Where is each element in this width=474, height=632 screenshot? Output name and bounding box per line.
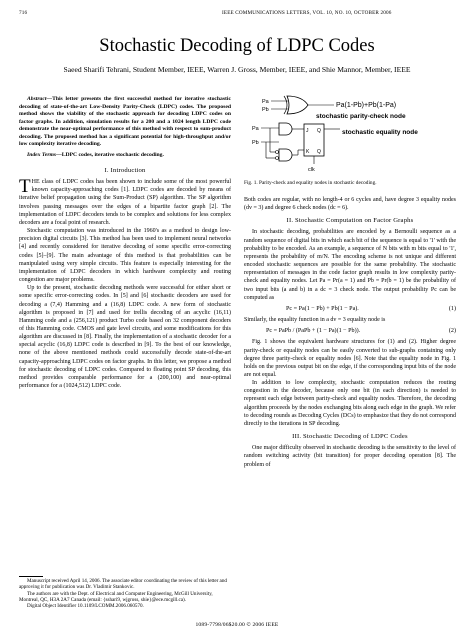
footnote-manuscript: Manuscript received April 14, 2006. The associate editor coordinating the review of this letter and approving it for publication was Dr. Vladimir Stankovic. (19, 578, 227, 591)
jk-q-label: Q (317, 128, 321, 134)
eq-node-label: stochastic equality node (342, 129, 418, 136)
xor-gate-back-curve (284, 96, 287, 114)
parity-check-node (262, 96, 406, 120)
jk-j-label: J (306, 128, 309, 134)
section-heading-introduction: I. Introduction (104, 167, 146, 174)
section-heading-stochastic-decoding: III. Stochastic Decoding of LDPC Codes (292, 433, 408, 441)
and-gate-icon (279, 123, 292, 135)
intro-paragraph-2: Stochastic computation was introduced in the 1960's as a method to design low-precision digital circuits [3]. This method has been used to implement neural networks [4] and recently considered for iterative decoding of some specific error-correcting codes [5]–[9]. The main advantage of this method is that probabilities can be manipulated using very simple circuits. This feature is especially interesting for the implementation of LDPC decoders in which hardware complexity and routing congestion are major problems. (19, 228, 231, 284)
index-terms (19, 152, 231, 160)
author-list: Saeed Sharifi Tehrani, Student Member, IEEE, Warren J. Gross, Member, IEEE, and Shie Mannor, Member, IEEE (63, 65, 411, 74)
equation-1 (244, 305, 456, 313)
index-terms-label: Index Terms— (27, 151, 62, 158)
right-paragraph-2: Similarly, the equality function in a dv = 3 equality node is (244, 317, 386, 324)
paper-title: Stochastic Decoding of LDPC Codes (99, 36, 375, 56)
figure-1-circuit (244, 94, 456, 176)
jk-qbar-label: Q (317, 149, 321, 155)
abstract-text: This letter presents the first successful method for iterative stochastic decoding of state-of-the-art Low-Density Parity-Check (LDPC) codes. The proposed method shows the viability of the stochastic approach for decoding LDPC codes on factor graphs. In addition, simulation results for a 200 and a 1024 length LDPC code demonstrate the near-optimal performance of this method with respect to sum-product decoding. The proposed method has a significant potential for high-throughput and/or low complexity iterative decoding. (19, 96, 231, 147)
footnote-authors: The authors are with the Dept. of Electrical and Computer Engineering, McGill University, Montreal, QC, H3A 2A7 Canada (email: {sshari9, wjgross, shie}@ece.mcgill.ca). (19, 590, 213, 603)
pc-input-a-label: Pa (262, 99, 269, 105)
intro-paragraph-1: THE class of LDPC codes has been shown to include some of the most powerful known capacity-approaching codes [1]. LDPC codes are decoded by means of iterative belief propagation using the Sum-Product (SP) algorithm. The SP algorithm involves passing messages over the edges of a bipartite factor graph [2]. The implementation of LDPC decoders tends to be complex and solutions for less complex decoders are a focal point of research. (19, 176, 231, 226)
right-paragraph-4: In addition to low complexity, stochastic computation reduces the routing congestion in the decoder, because only one bit (in each direction) is needed to represent each edge between parity-check and equality nodes. Therefore, the decoding algorithm proceeds by the nodes exchanging bits along each edge in the graph. We refer to decoding rounds as Decoding Cycles (DCs) to emphasize that they do not correspond directly to the iterations in SP decoding. (244, 380, 456, 427)
section-heading-stochastic-computation: II. Stochastic Computation on Factor Graphs (286, 217, 414, 225)
equation-1-body: Pc = Pa(1 − Pb) + Pb(1 − Pa). (286, 305, 359, 312)
index-terms-text: LDPC codes, iterative stochastic decoding. (61, 151, 164, 158)
abstract-label: Abstract— (27, 96, 53, 102)
right-paragraph-3: Fig. 1 shows the equivalent hardware structures for (1) and (2). Higher degree parity-check or equality nodes can be easily converted to sub-graphs containing only degree three parity-check or equality nodes [6]. Note that the equality node in Fig. 1 holds on the previous output bit on the edge, if the corresponding input bits of the node are not equal. (244, 339, 456, 378)
footnotes (19, 578, 231, 609)
eq-input-b-label: Pb (252, 140, 259, 146)
intro-paragraph-3: Up to the present, stochastic decoding methods were successful for either short or some specific error-correcting codes. In [5] and [6] stochastic decoders are used for decoding a (7,4) Hamming and a (16,8) LDPC code. A new form of stochastic algorithm is proposed in [7] and used for trellis decoding of an acyclic (16,11) Hamming code and a (256,121) product Turbo code based on 32 component decoders of this Hamming code. CMOS and gate level circuits, and some modifications for this algorithm are discussed in [8]. Finally, the implementation of a stochastic decoder for a special acyclic (16,8) LDPC code is described in [9]. To the best of our knowledge, none of the above mentioned methods could successfully decode state-of-the-art capacity-approaching LDPC codes on factor graphs. In this letter, we propose a method for stochastic decoding of LDPC codes. Compared to floating point SP decoding, this method provides comparable performance for a (200,100) and near-optimal performance for a (1024,512) LDPC code. (19, 285, 231, 390)
equation-2-number: (2) (448, 328, 456, 335)
left-column (19, 96, 231, 390)
equation-2 (244, 327, 456, 335)
jk-k-label: K (306, 149, 310, 155)
equation-2-body: Pc = PaPb / (PaPb + (1 − Pa)(1 − Pb)). (266, 328, 361, 335)
journal-header: IEEE COMMUNICATIONS LETTERS, VOL. 10, NO. 10, OCTOBER 2006 (222, 10, 392, 16)
right-paragraph-5: One major difficulty observed in stochastic decoding is the sensitivity to the level of random switching activity (bit transition) for proper decoding operation [8]. The problem of (244, 445, 456, 468)
page-number: 716 (19, 10, 28, 16)
nand-gate-icon (279, 149, 292, 161)
right-paragraph-0: Both codes are regular, with no length-4 or 6 cycles and, have degree 3 equality nodes (dv = 3) and degree 6 check nodes (dc = 6). (244, 197, 456, 212)
xor-gate-icon (287, 96, 308, 114)
footnote-rule (19, 576, 43, 577)
pc-input-b-label: Pb (262, 107, 269, 113)
abstract (19, 96, 231, 149)
pc-output-equation: Pa(1-Pb)+Pb(1-Pa) (336, 102, 397, 109)
footnote-doi: Digital Object Identifier 10.1109/LCOMM.2006.060570. (27, 603, 144, 610)
equality-node (252, 123, 418, 173)
figure-1-caption: Fig. 1. Parity-check and equality nodes in stochastic decoding. (244, 180, 377, 186)
clock-label: clk (308, 167, 315, 173)
right-column (244, 196, 456, 469)
right-paragraph-1: In stochastic decoding, probabilities are encoded by a Bernoulli sequence as a random sequence of digital bits in which each bit of the sequence is equal to '1' with the probability to be encoded. As an example, a sequence of N bits with m bits equal to '1', represents the probability of m/N. The encoding scheme is not unique and different encoded stochastic sequences are possible for the same probability. The stochastic representation of messages in the code factor graph results in low complexity parity-check and equality nodes. Let Pa = Pr(a = 1) and Pb = Pr(b = 1) be the probability of two input bits (a and b) in a dc = 3 check node. The output probability Pc can be computed as (244, 229, 456, 301)
equation-1-number: (1) (448, 305, 456, 312)
eq-input-a-label: Pa (252, 126, 259, 132)
dropcap: T (19, 176, 31, 198)
footer-copyright: 1089-7798/06$20.00 © 2006 IEEE (195, 622, 279, 628)
pc-node-label: stochastic parity-check node (316, 113, 406, 120)
